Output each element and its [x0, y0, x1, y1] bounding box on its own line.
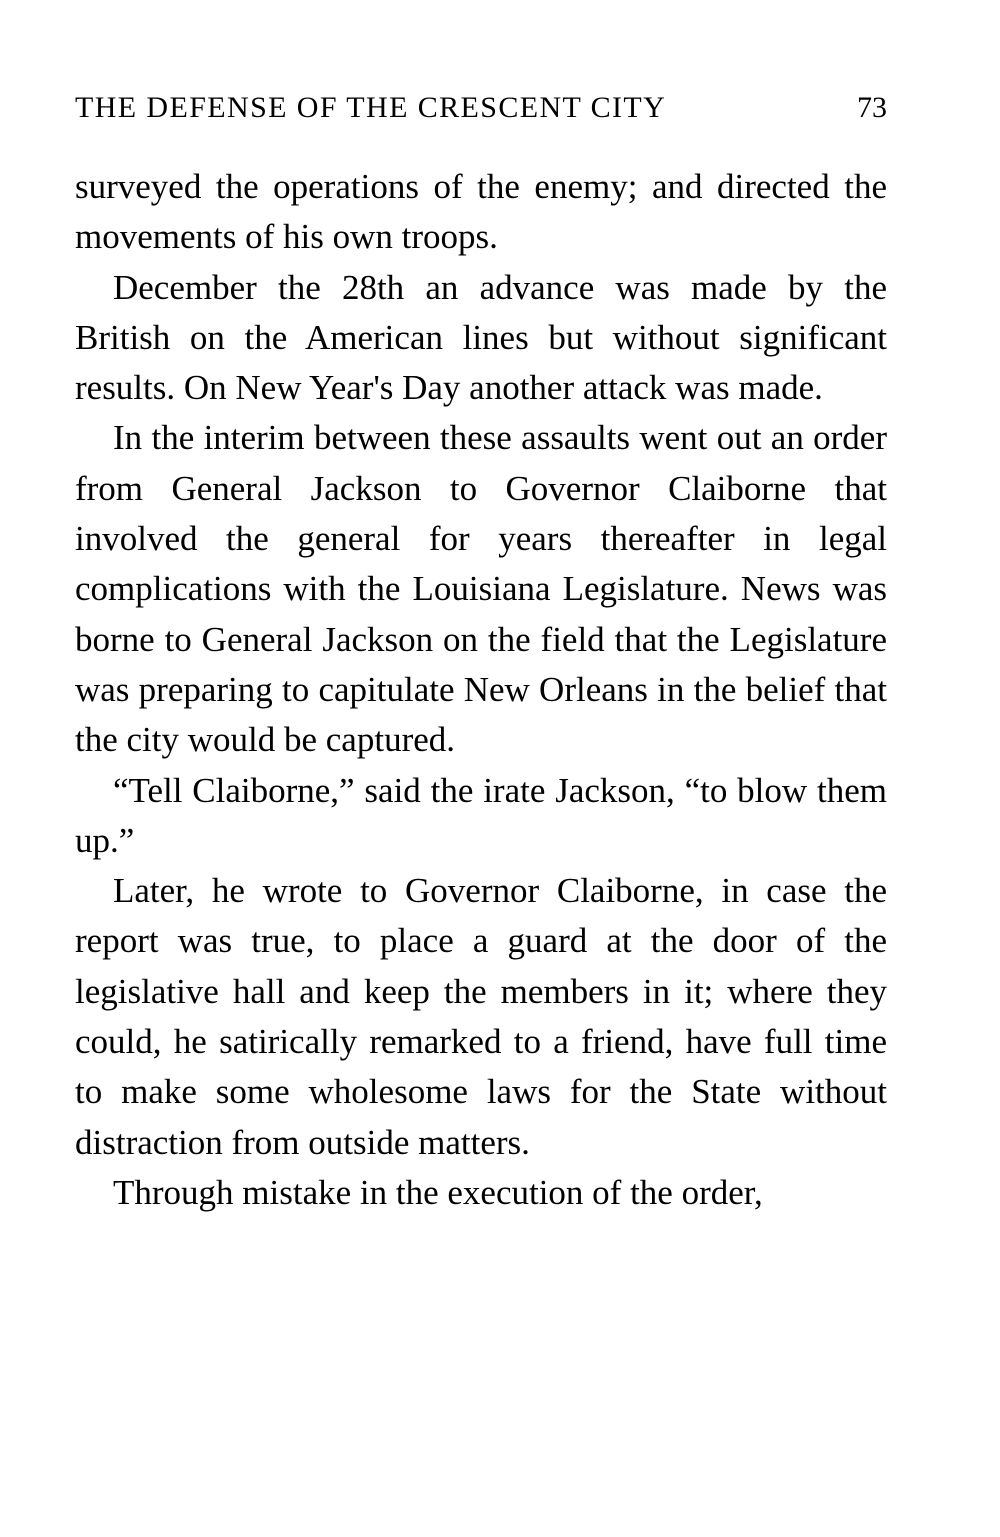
paragraph: “Tell Claiborne,” said the irate Jackson, “to blow them up.”	[75, 770, 887, 860]
paragraph: Through mistake in the execution of the order,	[113, 1172, 763, 1212]
paragraph: In the interim between these assaults went out an order from General Jackson to Governor Claiborne that involved the general for years thereafter in legal complications with the Louisiana Legislature. News was borne to General Jackson on the field that the Legislature was preparing to capitulate New Orleans in the belief that the city would be captured.	[75, 418, 887, 760]
book-page	[75, 88, 887, 1218]
running-title: THE DEFENSE OF THE CRESCENT CITY	[75, 91, 667, 124]
paragraph: December the 28th an advance was made by the British on the American lines but without significant results. On New Year's Day another attack was made.	[75, 267, 887, 408]
running-head	[75, 88, 887, 136]
paragraph: surveyed the operations of the enemy; and directed the movements of his own troops.	[75, 167, 887, 257]
paragraph: Later, he wrote to Governor Claiborne, in case the report was true, to place a guard at the door of the legislative hall and keep the members in it; where they could, he satirically remarked to a friend, have full time to make some wholesome laws for the State without distraction from outside matters.	[75, 871, 887, 1162]
page-number: 73	[857, 91, 887, 124]
body-text	[75, 162, 887, 1218]
